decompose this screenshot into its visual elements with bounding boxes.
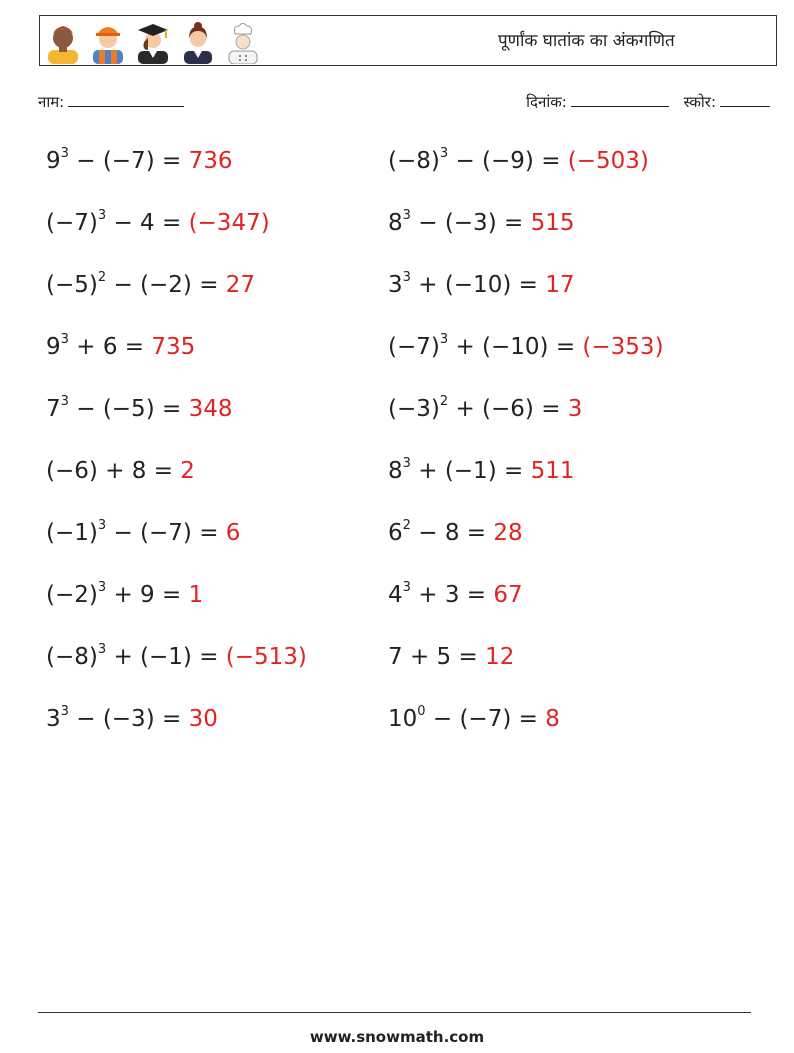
problem-base: 6 (388, 520, 403, 546)
problem-answer: (−353) (582, 334, 664, 360)
problem-item (46, 458, 195, 484)
problem-item (46, 644, 307, 670)
worker-icon (89, 20, 127, 64)
problem-exponent: 3 (60, 332, 69, 348)
person-icon (44, 20, 82, 64)
score-blank[interactable] (720, 92, 770, 107)
date-label: दिनांक: (526, 93, 567, 111)
problem-answer: 3 (567, 396, 583, 422)
problem-expression: − (−5) = (68, 396, 189, 422)
graduate-icon (134, 20, 172, 64)
problem-expression: + (−1) = (410, 458, 531, 484)
problem-answer: 6 (225, 520, 241, 546)
problem-exponent: 2 (402, 518, 411, 534)
problem-base: 10 (388, 706, 418, 732)
header-box (39, 15, 777, 66)
problem-item (388, 644, 514, 670)
problem-exponent: 3 (60, 394, 69, 410)
problem-item (388, 210, 574, 236)
problem-item (388, 396, 582, 422)
problem-base: (−8) (388, 148, 440, 174)
problem-base: 3 (46, 706, 61, 732)
problem-answer: (−513) (225, 644, 307, 670)
problem-expression: − (−2) = (106, 272, 226, 298)
problem-exponent: 3 (60, 704, 69, 720)
problem-exponent: 3 (97, 642, 107, 658)
problem-expression: − (−7) = (106, 520, 226, 546)
problem-expression: + 6 = (68, 334, 152, 360)
problem-item (388, 706, 560, 732)
problem-expression: − (−3) = (410, 210, 531, 236)
problem-answer: 348 (188, 396, 233, 422)
problem-exponent: 3 (402, 580, 411, 596)
problem-exponent: 2 (97, 270, 107, 286)
problem-item (46, 272, 255, 298)
problem-answer: 511 (530, 458, 575, 484)
problem-answer: 515 (530, 210, 575, 236)
footer-divider (38, 1012, 751, 1013)
problem-exponent: 3 (402, 456, 411, 472)
problem-item (46, 210, 270, 236)
problem-item (46, 334, 195, 360)
problem-exponent: 3 (439, 332, 449, 348)
footer-url: www.snowmath.com (309, 1028, 485, 1046)
problem-base: (−3) (388, 396, 440, 422)
problem-answer: 28 (493, 520, 523, 546)
problem-exponent: 3 (60, 146, 69, 162)
problem-expression: − 8 = (410, 520, 494, 546)
problem-expression: + 3 = (410, 582, 494, 608)
problem-answer: 30 (188, 706, 218, 732)
problem-base: 7 (46, 396, 61, 422)
problem-answer: 12 (485, 644, 515, 670)
problem-answer: 1 (188, 582, 204, 608)
problem-expression: − (−7) = (425, 706, 546, 732)
problem-expression: + (−10) = (448, 334, 583, 360)
problem-answer: 8 (545, 706, 560, 732)
problem-item (388, 148, 649, 174)
problem-expression: − (−3) = (68, 706, 189, 732)
problem-item (46, 520, 240, 546)
problem-exponent: 0 (417, 704, 426, 720)
problem-item (46, 148, 232, 174)
problem-exponent: 3 (439, 146, 449, 162)
problem-base: 9 (46, 334, 61, 360)
problem-item (46, 582, 203, 608)
name-field (38, 92, 184, 112)
problem-answer: (−347) (188, 210, 270, 236)
problem-expression: + 9 = (106, 582, 189, 608)
problem-exponent: 3 (97, 208, 107, 224)
avatar-row (44, 20, 262, 64)
problem-answer: 67 (493, 582, 523, 608)
problem-base: 8 (388, 458, 403, 484)
problem-base: 8 (388, 210, 403, 236)
problem-base: (−6) + 8 = (46, 458, 181, 484)
problem-base: 4 (388, 582, 403, 608)
problem-item (46, 396, 232, 422)
problem-answer: 2 (180, 458, 195, 484)
problem-expression: + (−1) = (106, 644, 226, 670)
problem-exponent: 3 (402, 270, 411, 286)
name-label: नाम: (38, 93, 65, 111)
problem-expression: − (−7) = (68, 148, 189, 174)
problem-answer: 736 (188, 148, 233, 174)
date-blank[interactable] (571, 92, 669, 107)
problem-base: (−8) (46, 644, 98, 670)
problem-expression: + (−6) = (448, 396, 568, 422)
problem-base: (−7) (388, 334, 440, 360)
score-label: स्कोर: (683, 93, 716, 111)
problem-base: 9 (46, 148, 61, 174)
problem-item (388, 582, 523, 608)
problem-item (46, 706, 218, 732)
problem-item (388, 334, 664, 360)
problem-base: 3 (388, 272, 403, 298)
problem-base: (−2) (46, 582, 98, 608)
problem-item (388, 458, 574, 484)
problem-answer: 735 (151, 334, 196, 360)
date-score-field (526, 92, 770, 112)
problem-exponent: 3 (402, 208, 411, 224)
problem-base: (−5) (46, 272, 98, 298)
problem-expression: − (−9) = (448, 148, 568, 174)
problem-base: (−7) (46, 210, 98, 236)
problem-answer: 17 (545, 272, 575, 298)
chef-icon (224, 20, 262, 64)
problem-item (388, 520, 523, 546)
problem-exponent: 3 (97, 580, 107, 596)
problem-answer: 27 (225, 272, 256, 298)
woman-icon (179, 20, 217, 64)
problem-exponent: 3 (97, 518, 107, 534)
problem-exponent: 2 (439, 394, 449, 410)
problem-base: 7 + 5 = (388, 644, 486, 670)
problem-expression: + (−10) = (410, 272, 546, 298)
worksheet-title: पूर्णांक घातांक का अंकगणित (498, 31, 675, 51)
problem-expression: − 4 = (106, 210, 189, 236)
problem-base: (−1) (46, 520, 98, 546)
name-blank[interactable] (68, 92, 184, 107)
problem-answer: (−503) (567, 148, 649, 174)
problem-item (388, 272, 574, 298)
